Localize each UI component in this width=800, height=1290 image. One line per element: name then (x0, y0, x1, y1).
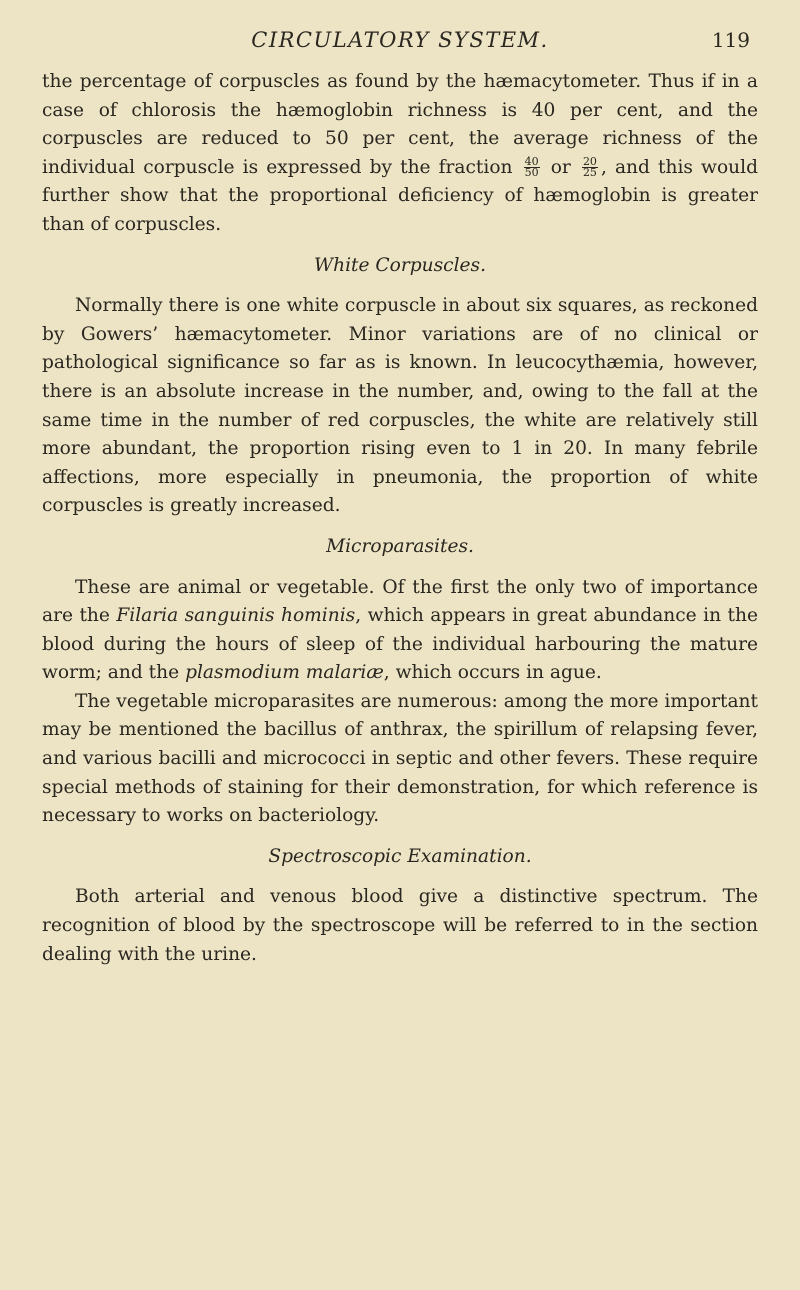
fraction-numerator: 40 (524, 155, 539, 169)
paragraph-text: , which appears in great abundance in the blood during the hours of sleep of the individual harbouring the mature worm; and the (42, 605, 758, 684)
paragraph-text: , and this would further show that the proportional deficiency of hæmoglobin is greater than of corpuscles. (42, 156, 758, 235)
running-title: CIRCULATORY SYSTEM. (251, 28, 549, 52)
paragraph-text: , which occurs in ague. (383, 662, 602, 684)
species-name: Filaria sanguinis hominis (116, 605, 356, 627)
paragraph-white-corpuscles: Normally there is one white corpuscle in about six squares, as reckoned by Gowers’ hæmacytometer. Minor variations are of no clinical or pathological significance so far as is known. In leucocythæmia, however, there is an absolute increase in the number, and, owing to the fall at the same time in the number of red corpuscles, the white are relatively still more abundant, the proportion rising even to 1 in 20. In many febrile affections, more especially in pneumonia, the proportion of white corpuscles is greatly increased. (42, 295, 758, 517)
fraction-40-50 (524, 157, 540, 178)
paragraph-text: These are animal or vegetable. Of the first the only two of importance are the (42, 576, 758, 627)
heading-white-corpuscles: White Corpuscles. (314, 254, 486, 276)
heading-microparasites: Microparasites. (326, 535, 474, 557)
paragraph-animal-parasites (42, 574, 758, 688)
paragraph-spectroscopic: Both arterial and venous blood give a distinctive spectrum. The recognition of blood by the spectroscope will be referred to in the section dealing with the urine. (42, 886, 758, 965)
page-number: 119 (711, 28, 750, 52)
species-name: plasmodium malariæ (185, 662, 384, 684)
paragraph-hemoglobin-ratio (42, 68, 758, 240)
heading-spectroscopic-examination: Spectroscopic Examination. (268, 845, 532, 867)
fraction-denominator: 25 (582, 166, 597, 180)
conjunction-or: or (550, 156, 571, 178)
fraction-20-25 (582, 157, 598, 178)
book-page (42, 28, 758, 969)
page-header (42, 28, 758, 68)
paragraph-text: the percentage of corpuscles as found by the hæmacytometer. Thus if in a case of chlorosis the hæmoglobin richness is 40 per cent, and the corpuscles are reduced to 50 per cent, the average richness of the individual corpuscle is expressed by the fraction (42, 71, 758, 178)
paragraph-vegetable-parasites: The vegetable microparasites are numerous: among the more important may be mentioned the bacillus of anthrax, the spirillum of relapsing fever, and various bacilli and micrococci in septic and other fevers. These require special methods of staining for their demonstration, for which reference is necessary to works on bacteriology. (42, 690, 758, 827)
fraction-denominator: 50 (524, 166, 539, 180)
fraction-numerator: 20 (582, 155, 597, 169)
